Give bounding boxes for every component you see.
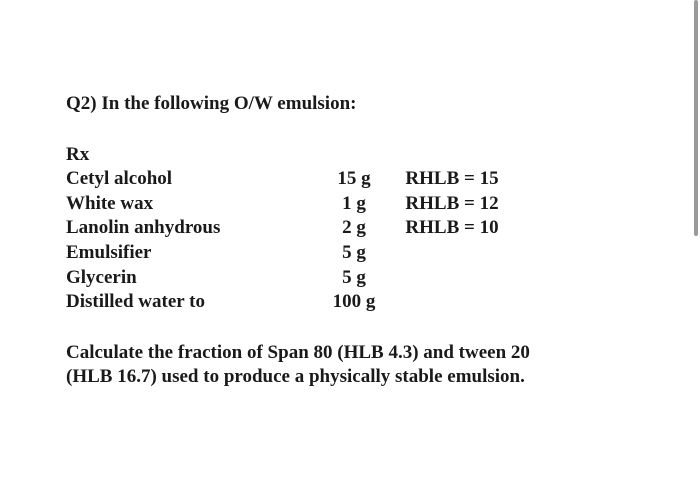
instruction-text <box>66 341 626 389</box>
rx-label: Rx <box>66 144 90 165</box>
ingredient-row-lanolin-anhydrous <box>0 216 700 241</box>
ingredient-name: Distilled water to <box>66 291 205 313</box>
ingredient-quantity: 1 g <box>342 192 366 214</box>
ingredient-name: Glycerin <box>66 266 137 288</box>
ingredient-name: Cetyl alcohol <box>66 168 173 189</box>
instruction-line-2: (HLB 16.7) used to produce a physically stable emulsion. <box>66 366 525 387</box>
ingredient-rhlb: RHLB = 10 <box>405 217 499 239</box>
ingredient-row-emulsifier <box>0 241 700 266</box>
ingredient-rhlb: RHLB = 15 <box>405 168 499 189</box>
ingredient-quantity: 15 g <box>337 168 371 189</box>
ingredient-quantity: 5 g <box>342 266 366 288</box>
ingredient-quantity: 100 g <box>332 291 376 313</box>
ingredient-quantity: 2 g <box>342 217 366 239</box>
ingredient-row-white-wax <box>0 192 700 217</box>
ingredient-name: Lanolin anhydrous <box>66 217 221 239</box>
ingredient-row-glycerin <box>0 266 700 291</box>
ingredient-quantity: 5 g <box>342 242 366 264</box>
ingredient-row-distilled-water <box>0 290 700 315</box>
ingredient-rhlb: RHLB = 12 <box>405 192 499 214</box>
ingredient-row-cetyl-alcohol <box>0 167 700 192</box>
ingredient-list <box>0 167 700 315</box>
ingredient-name: Emulsifier <box>66 242 152 264</box>
instruction-line-1: Calculate the fraction of Span 80 (HLB 4.3) and tween 20 <box>66 342 530 363</box>
vertical-scrollbar[interactable] <box>694 0 698 236</box>
question-title: Q2) In the following O/W emulsion: <box>66 93 357 114</box>
ingredient-name: White wax <box>66 192 154 214</box>
